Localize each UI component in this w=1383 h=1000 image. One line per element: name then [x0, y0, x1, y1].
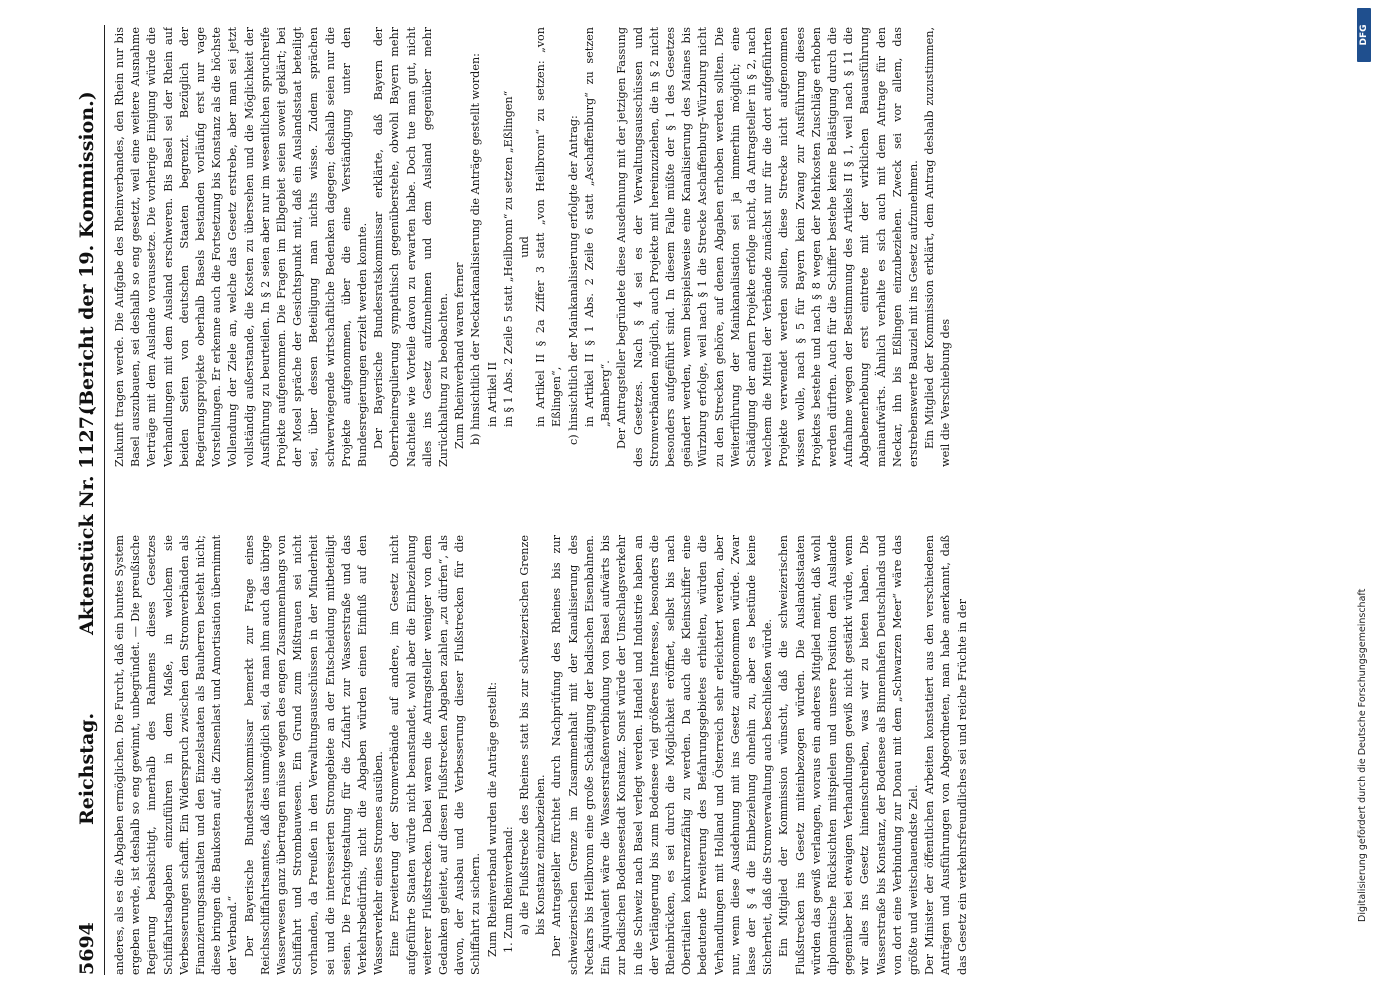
- digitization-credit: [1355, 82, 1375, 922]
- paragraph: Eine Erweiterung der Stromverbände auf andere, im Gesetz nicht aufgeführte Staaten würde nicht beanstandet, wohl aber die Einbeziehung weiterer Flußstrecken. Dabei waren die Antragsteller weniger von dem Gedanken geleitet, auf diesen Flußstrecken Abgaben zahlen „zu dürfen“, als davon, der Ausbau und die Verbesserung dieser Flußstrecken für die Schiffahrt zu sichern.: [388, 535, 483, 975]
- text-column-left: [112, 535, 1332, 975]
- paragraph: Zum Rheinverband waren ferner: [453, 262, 467, 449]
- paragraph: Zum Rheinverband wurden die Anträge gestellt:: [485, 681, 499, 957]
- list-subitem: in Artikel II: [485, 361, 499, 427]
- paragraph: Ein Mitglied der Kommission erklärt, dem Antrag deshalb zuzustimmen, weil die Verschiebung des: [923, 27, 953, 467]
- dfg-logo: [1357, 8, 1371, 62]
- credit-text: Digitalisierung gefördert durch die Deutsche Forschungsgemeinschaft: [1357, 588, 1368, 922]
- list-item: b) hinsichtlich der Neckarkanalisierung die Anträge gestellt worden:: [469, 53, 483, 445]
- list-subitem: a) die Flußstrecke des Rheines statt bis zur schweizerischen Grenze bis Konstanz einzubeziehen.: [518, 535, 548, 935]
- dfg-logo-text: DFG: [1359, 24, 1369, 46]
- paragraph: anderes, als es die Abgaben ermöglichen. Die Furcht, daß ein buntes System ergeben werde, ist deshalb so eng gewinnt, unbegründet. — Die preußische Regierung beabsichtigt, innerhalb des Rahmens dieses Gesetzes Schiffahrtsabgaben einzuführen in dem Maße, in welchem sie Verbesserungen schafft. Ein Widerspruch zwischen den Stromverbänden als Finanzierungsanstalten und den Einzelstaaten als Bauherren besteht nicht; diese bringen die Baukosten auf, die Zinsenlast und Amortisation übernimmt der Verband.“: [113, 535, 240, 975]
- paragraph: Ein Mitglied der Kommission wünscht, daß die schweizerischen Flußstrecken ins Gesetz miteinbezogen würden. Die Auslandsstaaten würden das gewiß verlangen, woraus ein anderes Mitglied meint, daß wohl diplomatische Rücksichten mitspielen und unsere Position dem Auslande gegenüber bei etwaigen Verhandlungen gewiß nicht gestärkt würde, wenn wir alles ins Gesetz hineinschreiben, was wir zu bieten haben. Die Wasserstraße bis Konstanz, der Bodensee als Binnenhafen Deutschlands und von dort eine Verbindung zur Donau mit dem „Schwarzen Meer“ wäre das größte und weitschauendste Ziel.: [777, 535, 920, 975]
- list-item: c) hinsichtlich der Mainkanalisierung erfolgte der Antrag:: [566, 115, 580, 445]
- paragraph: Der Antragsteller begründete diese Ausdehnung mit der jetzigen Fassung des Gesetzes. Nach § 4 sei es der Verwaltungsausschüssen und Stromverbänden möglich, auch Projekte mit hereinzuziehen, die in § 2 nicht besonders aufgeführt sind. In diesem Falle müßte der § 1 des Gesetzes geändert werden, wenn beispielsweise eine Kanalisierung des Maines bis Würzburg erfolge, weil nach § 1 die Strecke Aschaffenburg–Würzburg nicht zu den Strecken gehöre, auf denen Abgaben erhoben werden sollten. Die Weiterführung der Mainkanalisation sei ja immerhin möglich; eine Schädigung der andern Projekte erfolge nicht, da Antragsteller in § 2, nach welchem die Mittel der Verbände zunächst nur für die dort aufgeführten Projekte verwendet werden sollten, diese Strecke nicht aufgenommen wissen wolle, nach § 5 für Bayern kein Zwang zur Ausführung dieses Projektes bestehe und nach § 8 wegen der Mehrkosten Zuschläge erhoben werden dürften. Auch für die Schiffer bestehe keine Belästigung durch die Aufnahme wegen der Bestimmung des Artikels II § 1, weil nach § 11 die Abgabenerhebung erst eintrete mit der wirklichen Bauausführung mainaufwärts. Ähnlich verhalte es sich auch mit dem Antrage für den Neckar, ihn bis Eßlingen einzubeziehen. Zweck sei vor allem, das erstrebenswerte Bauziel mit ins Gesetz aufzunehmen.: [615, 27, 920, 467]
- rotated-document-page: [50, 25, 1350, 975]
- header-document-number: Aktenstück Nr. 1127.: [76, 409, 98, 635]
- list-connector: und: [518, 236, 532, 258]
- paragraph: Der Bayerische Bundesratskommissar erklärte, daß Bayern der Oberrheinregulierung sympathisch gegenüberstehe, obwohl Bayern mehr Nachteile wie Vorteile davon zu erwarten habe. Doch tue man gut, nicht alles ins Gesetz aufzunehmen und dem Ausland gegenüber mehr Zurückhaltung zu beobachten.: [372, 27, 451, 467]
- list-item: 1. Zum Rheinverband:: [501, 826, 515, 953]
- text-column-right: [112, 27, 1332, 467]
- paragraph: Der Bayerische Bundesratskommissar bemerkt zur Frage eines Reichsschiffahrtsamtes, daß dies unmöglich sei, da man ihm auch das übrige Wasserwesen ganz übertragen müsse wegen des engen Zusammenhangs von Schiffahrt und Strombauwesen. Ein Grund zum Mißtrauen sei nicht vorhanden, da Preußen in den Verwaltungsausschüssen in der Minderheit sei und die interessierten Stromgebiete an der Entscheidung mitbeteiligt seien. Die Frachtgestaltung für die Zufahrt zur Wasserstraße und das Verkehrsbedürfnis, nicht die Abgaben würden einen Einfluß auf den Wasserverkehr eines Stromes ausüben.: [242, 535, 386, 975]
- header-divider: [104, 25, 105, 975]
- paragraph: Der Antragsteller fürchtet durch Nachprüfung des Rheines bis zur schweizerischen Grenze im Zusammenhalt mit der Kanalisierung des Neckars bis Heilbronn eine große Schädigung der badischen Eisenbahnen. Ein Äquivalent wäre die Wasserstraßenverbindung von Basel aufwärts bis zur badischen Bodenseestadt Konstanz. Sonst würde der Umschlagsverkehr in die Schweiz nach Basel verlegt werden. Handel und Industrie haben an der Verlängerung bis zum Bodensee viel größeres Interesse, besonders die Rheinbrücken, es sei durch die Möglichkeit eröffnet, selbst bis nach Oberitalien konkurrenzfähig zu werden. Da auch die Kleinschiffer eine bedeutende Erweiterung des Befahrungsgebietes erhielten, würden die Verhandlungen mit Holland und Österreich sehr erleichtert werden, aber nur, wenn diese Ausdehnung mit ins Gesetz aufgenommen würde. Zwar lasse der § 4 die Einbeziehung ohnehin zu, aber es bestünde keine Sicherheit, daß die Stromverwaltung auch beschließen würde.: [550, 535, 775, 975]
- header-reichstag: Reichstag.: [76, 712, 98, 825]
- paragraph: Zukunft tragen werde. Die Aufgabe des Rheinverbandes, den Rhein nur bis Basel auszubauen, sei deshalb so eng gesetzt, weil eine weitere Ausnahme Verträge mit dem Auslande voraussetze. Die vorherige Einigung würde die Verhandlungen mit dem Ausland erschweren. Bis Basel sei der Rhein auf beiden Seiten von deutschen Staaten begrenzt. Bezüglich der Regierungsprojekte oberhalb Basels bestanden vorläufig erst nur vage Vorstellungen. Er erkenne auch die Fortsetzung bis Konstanz als die höchste Vollendung der Ziele an, welche das Gesetz erstrebe, aber man sei jetzt vollständig außerstande, die Kosten zu übersehen und die Möglichkeit der Ausführung zu beurteilen. In § 2 seien aber nur im wesentlichen spruchreife Projekte aufgenommen. Die Fragen im Elbgebiet seien soweit geklärt; bei der Mosel spräche der Gesichtspunkt mit, daß ein Auslandsstaat beteiligt sei, über dessen Beteiligung man nichts wisse. Zudem sprächen schwerwiegende wirtschaftliche Bedenken dagegen; deshalb seien nur die Projekte aufgenommen, über die eine Verständigung unter den Bundesregierungen erzielt werden konnte.: [113, 27, 370, 467]
- header-commission-report: (Bericht der 19. Kommission.): [76, 91, 98, 415]
- list-subitem: in § 1 Abs. 2 Zeile 5 statt „Heilbronn“ zu setzen „Eßlingen“: [501, 90, 515, 427]
- page-number: 5694: [76, 922, 98, 975]
- running-header: [76, 25, 104, 975]
- list-subitem: in Artikel II § 1 Abs. 2 Zeile 6 statt „Aschaffenburg“ zu setzen „Bamberg“.: [582, 27, 613, 427]
- paragraph: Der Minister der öffentlichen Arbeiten konstatiert aus den verschiedenen Anträgen und Ausführungen von Abgeordneten, man habe anerkannt, daß das Gesetz ein verkehrsfreundliches sei und reiche Früchte in der: [923, 535, 969, 975]
- list-subitem: in Artikel II § 2a Ziffer 3 statt „von Heilbronn“ zu setzen: „von Eßlingen“,: [534, 27, 564, 427]
